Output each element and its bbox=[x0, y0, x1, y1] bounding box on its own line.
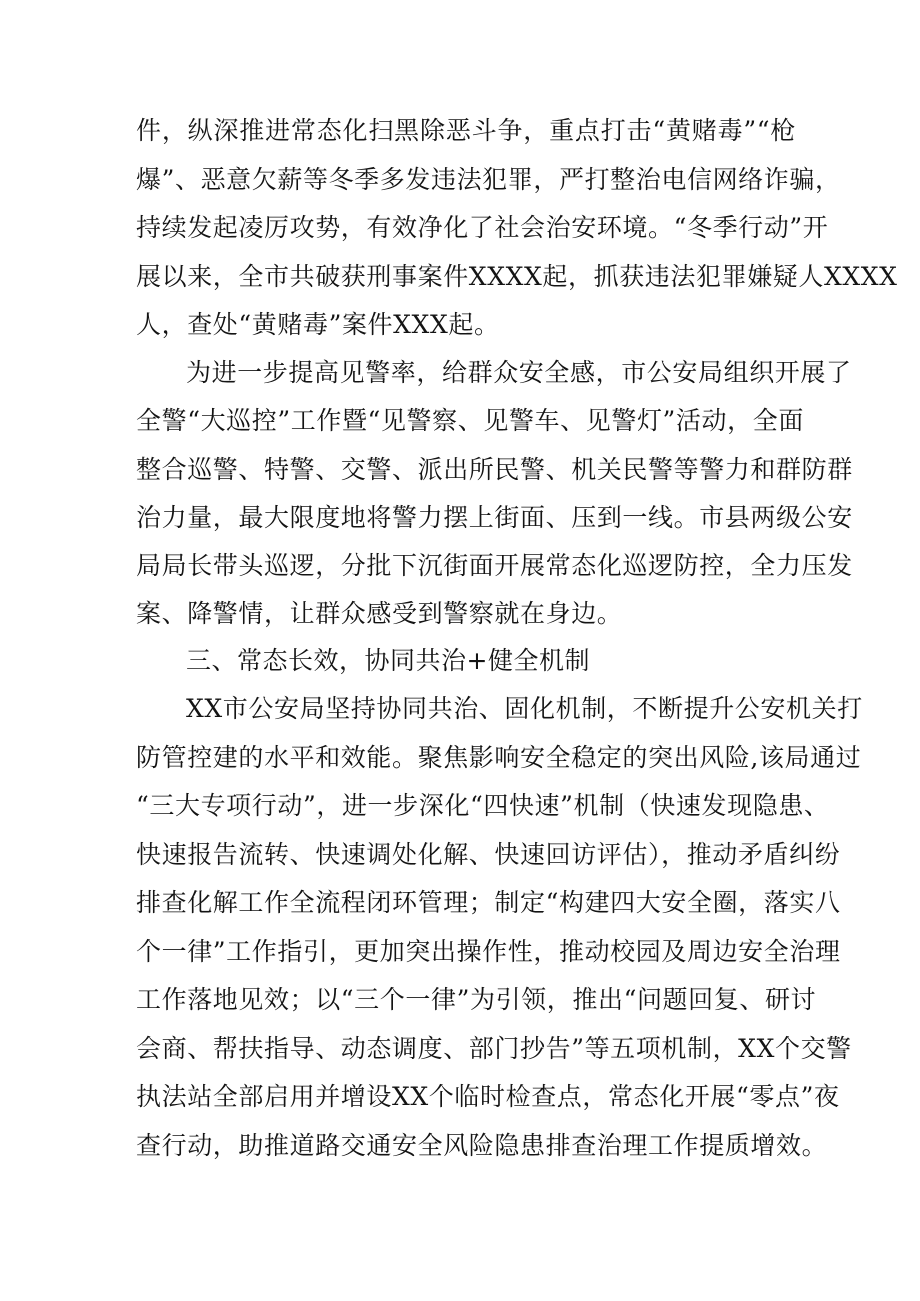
paragraph-3-line-9: 执法站全部启用并增设XX个临时检查点，常态化开展“零点”夜 bbox=[136, 1082, 840, 1111]
paragraph-2-line-5: 局局长带头巡逻，分批下沉街面开展常态化巡逻防控，全力压发 bbox=[136, 551, 853, 580]
paragraph-2-line-4: 治力量，最大限度地将警力摆上街面、压到一线。市县两级公安 bbox=[136, 503, 853, 532]
paragraph-2-line-3: 整合巡警、特警、交警、派出所民警、机关民警等警力和群防群 bbox=[136, 455, 853, 484]
paragraph-2-line-6: 案、降警情，让群众感受到警察就在身边。 bbox=[136, 599, 623, 628]
paragraph-3-line-2: 防管控建的水平和效能。聚焦影响安全稳定的突出风险,该局通过 bbox=[136, 743, 862, 772]
paragraph-2-line-1: 为进一步提高见警率，给群众安全感，市公安局组织开展了 bbox=[186, 358, 852, 387]
paragraph-3-line-8: 会商、帮扶指导、动态调度、部门抄告”等五项机制，XX个交警 bbox=[136, 1034, 852, 1063]
paragraph-1-line-5: 人，查处“黄赌毒”案件XXX起。 bbox=[136, 310, 500, 339]
section-heading: 三、常态长效，协同共治+健全机制 bbox=[186, 646, 590, 675]
paragraph-3-line-3: “三大专项行动”，进一步深化“四快速”机制（快速发现隐患、 bbox=[136, 791, 830, 820]
paragraph-2-line-2: 全警“大巡控”工作暨“见警察、见警车、见警灯”活动，全面 bbox=[136, 406, 804, 435]
paragraph-1-line-3: 持续发起凌厉攻势，有效净化了社会治安环境。“冬季行动”开 bbox=[136, 213, 829, 242]
paragraph-1-line-1: 件，纵深推进常态化扫黑除恶斗争，重点打击“黄赌毒”“枪 bbox=[136, 116, 796, 145]
paragraph-1-line-2: 爆”、恶意欠薪等冬季多发违法犯罪，严打整治电信网络诈骗， bbox=[136, 165, 841, 194]
paragraph-1-line-4: 展以来，全市共破获刑事案件XXXX起，抓获违法犯罪嫌疑人XXXX bbox=[136, 262, 898, 291]
paragraph-3-line-6: 个一律”工作指引，更加突出操作性，推动校园及周边安全治理 bbox=[136, 937, 841, 966]
paragraph-3-line-7: 工作落地见效；以“三个一律”为引领，推出“问题回复、研讨 bbox=[136, 985, 817, 1014]
paragraph-3-line-5: 排查化解工作全流程闭环管理；制定“构建四大安全圈，落实八 bbox=[136, 888, 841, 917]
paragraph-3-line-4: 快速报告流转、快速调处化解、快速回访评估），推动矛盾纠纷 bbox=[136, 840, 841, 869]
paragraph-3-line-1: XX市公安局坚持协同共治、固化机制，不断提升公安机关打 bbox=[186, 694, 863, 723]
paragraph-3-line-10: 查行动，助推道路交通安全风险隐患排查治理工作提质增效。 bbox=[136, 1131, 828, 1160]
